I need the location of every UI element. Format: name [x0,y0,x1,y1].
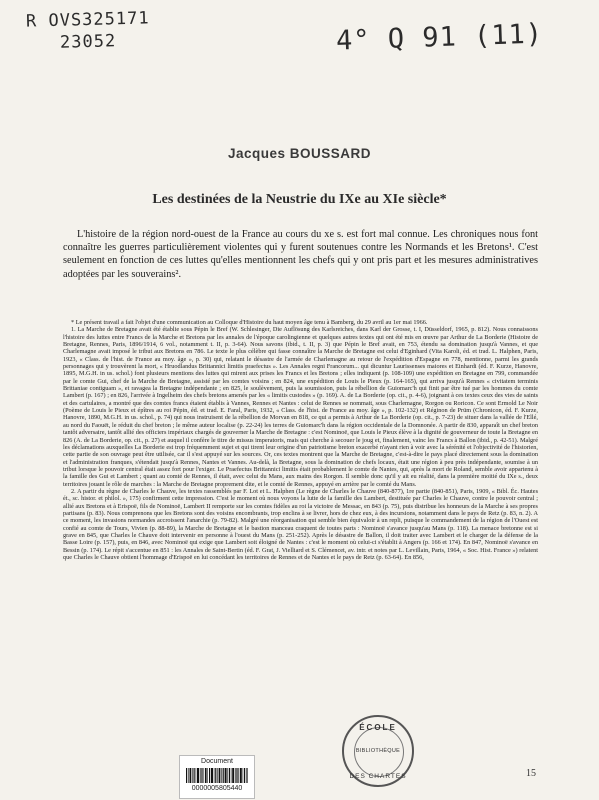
handwritten-shelfmark-line2: 23052 [59,31,117,53]
document-barcode-number: 0000005805440 [191,785,243,792]
handwritten-call-number: 4° Q 91 (11) [335,18,544,57]
footnote-1: 1. La Marche de Bretagne avait été établie sous Pépin le Bref (W. Schlesinger, Die Auflösung des Karlsreiches, dans Karl der Grosse, t. I, Düsseldorf, 1965, p. 812). Nous connaissons l'histoire des luttes entre Francs de la Marche et Bretons par les annales de l'époque carolingienne et quelques autres textes qui ont été mis en œuvre par Arthur de La Borderie (Histoire de Bretagne, Rennes, Paris, 1896/1914, 6 vol., notamment t. II, p. 3-64). Nous savons (ibid., t. II, p. 3) que Pépin le Bref avait, en 753, étendu sa domination jusqu'à Vannes, et que Charlemagne avait imposé le tribut aux Bretons en 786. Le texte le plus célèbre qui fasse connaître la Marche de Bretagne est celui d'Eginhard (Vita Karoli, éd. et trad. L. Halphen, Paris, 1923, « Class. de l'hist. de France au moy. âge », p. 30) qui, relatant le désastre de l'armée de Charlemagne au retour de l'expédition d'Espagne en 778, mentionne, parmi les grands personnages qui y trouvèrent la mort, « Hruodlandus Brittannici limitis praefectus ». Les Annales regni Francorum... qui dicuntur Laurissenses maiores et Einhardi (éd. F. Kurze, Hanovre, 1895, M.G.H. in us. schol.) font plusieurs mentions des luttes qui mirent aux prises les Francs et les Bretons ; elles indiquent (p. 108-109) une expédition en Bretagne en 799, commandée par le comte Gui, chef de la Marche de Bretagne, assisté par les comtes voisins ; en 824, une expédition de Louis le Pieux (p. 164-165), qui arriva jusqu'à Rennes « civitatem terminis Brittaniae contiguam », et ravagea la Bretagne indépendante ; en 825, le soulèvement, puis la soumission, puis la rébellion de Guiomarc'h qui finit par être tué par les hommes du comte Lambert (p. 167) ; en 826, l'arrivée à Ingelheim des chefs bretons amenés par les « limitis custodes » (p. 169). A. de La Borderie (op. cit., p. 4-6), joignant à ces textes ceux des vies de saints et des cartulaires, a montré que des comtes francs étaient établis à Vannes, Rennes et Nantes : celui de Rennes se nommait, sous Charlemagne, Rorgon ou Roricon. Ce sont Ermold Le Noir (Poème de Louis le Pieux et épîtres au roi Pépin, éd. et trad. E. Faral, Paris, 1932, « Class. de l'hist. de France au moy. âge », p. 102-132) et Réginon de Prüm (Chronicon, éd. F. Kurze, Hanovre, 1890, M.G.H. in us. schol., p. 74) qui nous instruisent de la rébellion de Morvan en 818, ce qui a permis à Arthur de La Borderie (op. cit., p. 7-23) de situer dans la vallée de l'Ellé, au nord du Faouët, le réduit du chef breton ; le même auteur localise (p. 22-24) les terres de Guiomarc'h dans la région occidentale de la Domnonée. A partir de 830, apparaît un chef breton tantôt adversaire, tantôt allié des officiers impériaux chargés de gouverner la Marche de Bretagne : c'est Nominoë, que Louis le Pieux élève à la dignité de gouverneur de toute la Bretagne en 826 (A. de La Borderie, op. cit., p. 27) et auquel il confère le titre de missus imperatoris, mais qui cherche à secouer le joug et, finalement, vainc les Francs à Ballon (ibid., p. 42-51). Malgré les déclamations auxquelles La Borderie est trop fréquemment sujet et qui tirent leur origine d'un patriotisme breton exacerbé n'ayant rien à voir avec la sérénité et l'objectivité de l'historien, cette partie de son ouvrage peut être utilisée, car il s'est appuyé sur les sources. Or, ces textes montrent que la Marche de Bretagne, c'est-à-dire le pays placé directement sous la domination et l'administration franques, s'étendait jusqu'à Rennes, Nantes et Vannes. Au-delà, la Bretagne, sous la domination de chefs locaux, était une région à peu près indépendante, soumise à un tribut lorsque le pouvoir central était assez fort pour l'exiger. Le Praefectus Brittannici limitis était probablement le comte de Nantes, qui, après la mort de Roland, semble avoir appartenu à la famille des Gui et Lambert ; quant au comté de Rennes, il était, avec celui du Mans, aux mains des Rorgon. Il semble donc qu'il y ait eu réalité, dans la première moitié du IXe s., deux territoires jouant le rôle de marches : la Marche de Bretagne proprement dite, et le comté de Rennes, appuyé en arrière par le comté du Mans. [63,326,538,488]
article-title: Les destinées de la Neustrie du IXe au XIe siècle* [152,192,447,207]
stamp-middle-text: BIBLIOTHÈQUE [355,748,401,754]
document-label-title: Document [201,758,233,765]
page-number: 15 [526,768,536,779]
article-author: Jacques BOUSSARD [227,146,372,161]
stamp-bottom-text: DES CHARTES [349,773,407,780]
footnote-star: * Le présent travail a fait l'objet d'une communication au Colloque d'Histoire du haut moyen âge tenu à Bamberg, du 29 avril au 1er mai 1966. [71,319,428,326]
stamp-top-text: ÉCOLE [359,723,397,732]
library-stamp [342,715,414,787]
footnote-2: 2. A partir du règne de Charles le Chauve, les textes rassemblés par F. Lot et L. Halphen (Le règne de Charles le Chauve (840-877), 1re partie (840-851), Paris, 1909, « Bibl. Éc. Hautes ét., sc. histor. et philol. », 175) confirment cette impression. C'est le moment où nous voyons la lutte de la famille des Lambert, destituée par Charles le Chauve, contre le pouvoir central ; allié aux Bretons et à Erispoë, fils de Nominoë, Lambert II remporte sur les comtes fidèles au roi la victoire de Messac, en 843 (p. 75), puis distribue les honneurs de la Marche à ses propres partisans (p. 83). Nous comprenons que les Bretons sont des voisins encombrants, trop enclins à se livrer, hors de chez eux, à des incursions, notamment dans le pays de Retz (p. 83, n. 2). A ce moment, les invasions normandes accroissent l'anarchie (p. 79-82). Malgré une réorganisation qui semble bien équivaloir à un repli, puisque le commandement de la région de l'Ouest est confié au comte de Tours, Vivien (p. 88-89), la Marche de Bretagne et le bastion manceau craquent de toutes parts : Nominoë s'avance jusqu'au Mans (p. 118). La menace bretonne est si grave en 845, que Charles le Chauve doit intervenir en personne à l'ouest du Mans (p. 251-252). Après le désastre de Ballon, il doit traiter avec Lambert et le charger de la défense de la Basse Loire (p. 157), puis, en 846, avec Nominoë qui exige que Lambert soit éloigné de Nantes : c'est le moment où celui-ci s'établit à Angers (p. 166 et 174). En 847, Nominoë s'avance en Bessin (p. 174). Le répit s'accentue en 851 : les Annales de Saint-Bertin (éd. F. Grat, J. Vielliard et S. Clémencet, av. intr. et notes par L. Levillain, Paris, 1964, « Soc. Hist. France ») relatent que Charles le Chauve obtient l'hommage d'Erispoë en lui concédant les territoires de Rennes et de Nantes et le pays de Retz (p. 63-64). En 856, [63,487,538,561]
document-barcode-label [179,755,255,799]
intro-paragraph: L'histoire de la région nord-ouest de la France au cours du xe s. est fort mal connue. Les chroniques nous font connaître les guerres particulièrement violentes qui y furent soutenues contre les Normands et les Bretons¹. C'est seulement en fonction de ces luttes qu'elles mentionnent les chefs qui y ont pris part et les mesures administratives adoptées par les souverains². [63,229,538,280]
handwritten-shelfmark-line1: R OVS325171 [25,8,150,32]
barcode-icon [186,768,248,783]
footnotes [63,319,538,561]
